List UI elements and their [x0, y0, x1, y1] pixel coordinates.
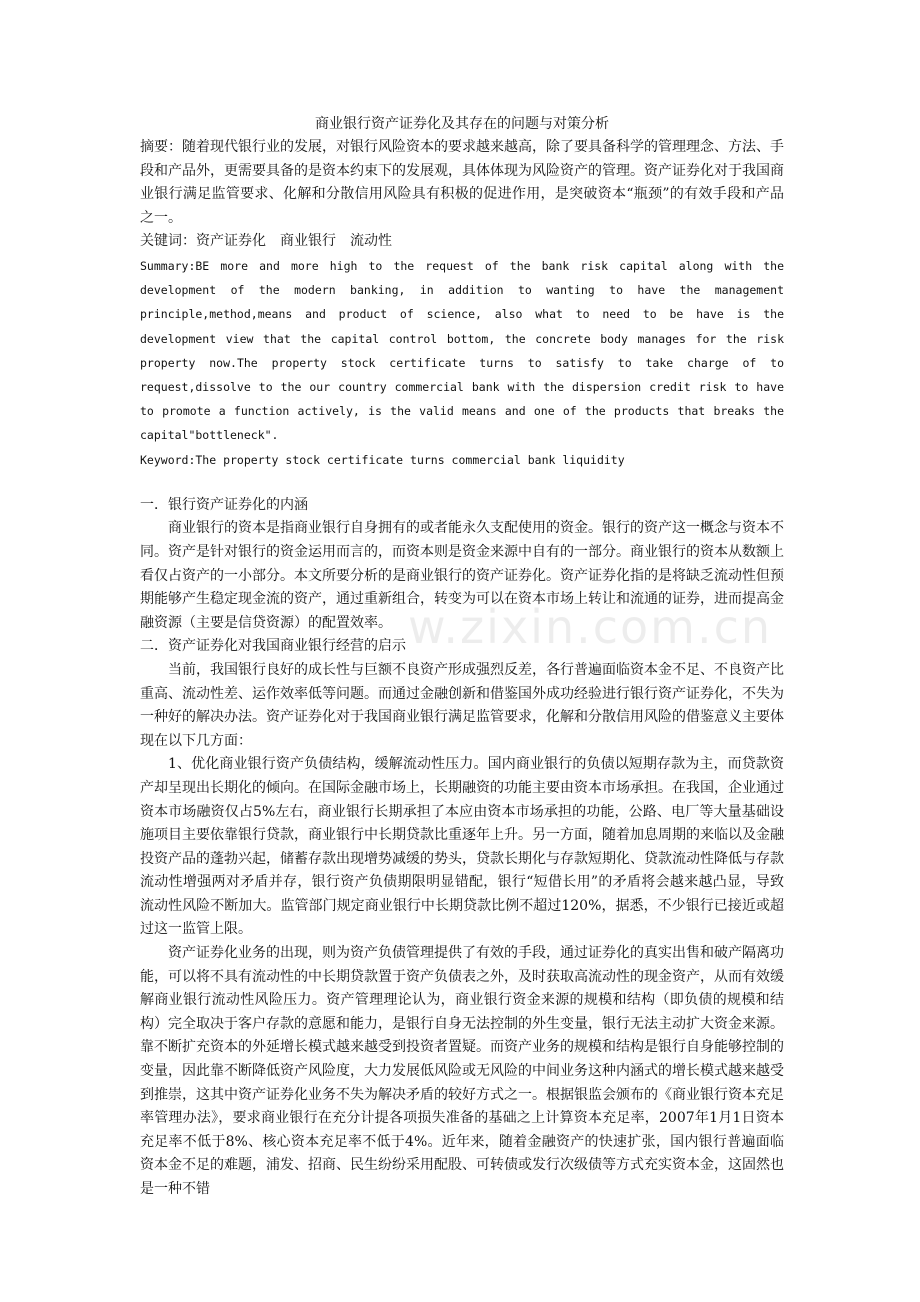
document-page	[140, 112, 784, 1202]
english-summary: Summary:BE more and more high to the request of the bank risk capital along with the development of the modern banking, in addition to wanting to have the management principle,method,means and product of science, also what to need to be have is the development view that the capital control bottom, the concrete body manages for the risk property now.The property stock certificate turns to satisfy to take charge of to request,dissolve to the our country commercial bank with the dispersion credit risk to have to promote a function actively, is the valid means and one of the products that breaks the capital"bottleneck".	[140, 258, 784, 443]
section-2-paragraph: 1、优化商业银行资产负债结构，缓解流动性压力。国内商业银行的负债以短期存款为主，而贷款资产却呈现出长期化的倾向。在国际金融市场上，长期融资的功能主要由资本市场承担。在我国，企业通过资本市场融资仅占5%左右，商业银行长期承担了本应由资本市场承担的功能，公路、电厂等大量基础设施项目主要依靠银行贷款，商业银行中长期贷款比重逐年上升。另一方面，随着加息周期的来临以及金融投资产品的蓬勃兴起，储蓄存款出现增势减缓的势头，贷款长期化与存款短期化、贷款流动性降低与存款流动性增强两对矛盾并存，银行资产负债期限明显错配，银行“短借长用”的矛盾将会越来越凸显，导致流动性风险不断加大。监管部门规定商业银行中长期贷款比例不超过120%，据悉，不少银行已接近或超过这一监管上限。	[140, 756, 784, 938]
spacer	[140, 472, 784, 494]
keyword-item: 商业银行	[280, 233, 336, 250]
document-title: 商业银行资产证券化及其存在的问题与对策分析	[315, 116, 609, 132]
keyword-item: 流动性	[350, 233, 392, 250]
keywords-label: 关键词：	[140, 233, 196, 250]
keyword-item: 资产证券化	[196, 233, 266, 250]
section-1-heading: 一．银行资产证券化的内涵	[140, 496, 308, 513]
watermark: w.zixin.com.cn	[408, 600, 773, 654]
section-1-paragraph: 商业银行的资本是指商业银行自身拥有的或者能永久支配使用的资金。银行的资产这一概念与资本不同。资产是针对银行的资金运用而言的，而资本则是资金来源中自有的一部分。商业银行的资本从数额上看仅占资产的一小部分。本文所要分析的是商业银行的资产证券化。资产证券化指的是将缺乏流动性但预期能够产生稳定现金流的资产，通过重新组合，转变为可以在资本市场上转让和流通的证券，进而提高金融资源（主要是信贷资源）的配置效率。	[140, 520, 784, 631]
section-2-paragraph: 资产证券化业务的出现，则为资产负债管理提供了有效的手段，通过证券化的真实出售和破产隔离功能，可以将不具有流动性的中长期贷款置于资产负债表之外，及时获取高流动性的现金资产，从而有效缓解商业银行流动性风险压力。资产管理理论认为，商业银行资金来源的规模和结构（即负债的规模和结构）完全取决于客户存款的意愿和能力，是银行自身无法控制的外生变量，银行无法主动扩大资金来源。靠不断扩充资本的外延增长模式越来越受到投资者置疑。而资产业务的规模和结构是银行自身能够控制的变量，因此靠不断降低资产风险度，大力发展低风险或无风险的中间业务这种内涵式的增长模式越来越受到推崇，这其中资产证券化业务不失为解决矛盾的较好方式之一。根据银监会颁布的《商业银行资本充足率管理办法》，要求商业银行在充分计提各项损失准备的基础之上计算资本充足率，2007年1月1日资本充足率不低于8%、核心资本充足率不低于4%。近年来，随着金融资产的快速扩张，国内银行普遍面临资本金不足的难题，浦发、招商、民生纷纷采用配股、可转债或发行次级债等方式充实资本金，这固然也是一种不错	[140, 945, 784, 1198]
keywords-line	[140, 230, 784, 254]
section-2-paragraph: 当前，我国银行良好的成长性与巨额不良资产形成强烈反差，各行普遍面临资本金不足、不良资产比重高、流动性差、运作效率低等问题。而通过金融创新和借鉴国外成功经验进行银行资产证券化，不失为一种好的解决办法。资产证券化对于我国商业银行满足监管要求，化解和分散信用风险的借鉴意义主要体现在以下几方面：	[140, 661, 784, 749]
section-2-heading: 二．资产证券化对我国商业银行经营的启示	[140, 638, 406, 655]
abstract-paragraph: 摘要：随着现代银行业的发展，对银行风险资本的要求越来越高，除了要具备科学的管理理念、方法、手段和产品外，更需要具备的是资本约束下的发展观，具体体现为风险资产的管理。资产证券化对于我国商业银行满足监管要求、化解和分散信用风险具有积极的促进作用，是突破资本“瓶颈”的有效手段和产品之一。	[140, 139, 784, 226]
english-keywords: Keyword:The property stock certificate turns commercial bank liquidity	[140, 452, 625, 467]
